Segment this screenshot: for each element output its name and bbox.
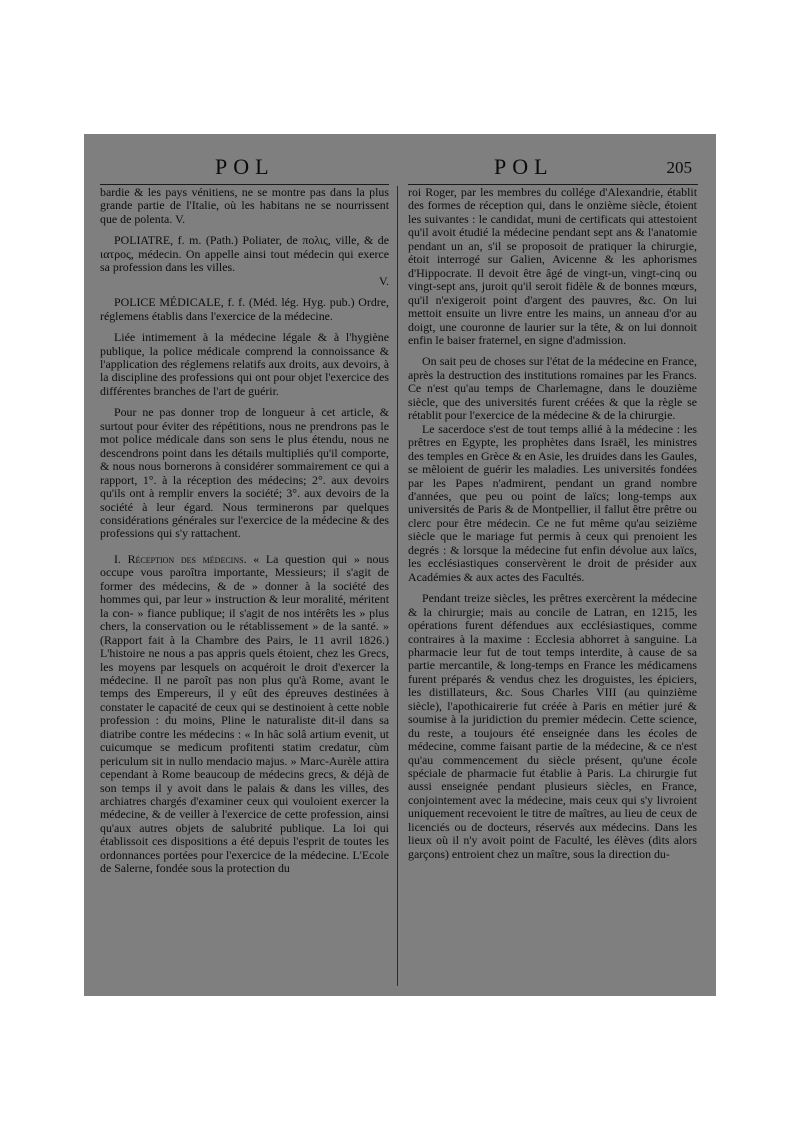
paragraph: bardie & les pays vénitiens, ne se montre pas dans la plus grande partie de l'Italie, où les habitans ne se nourrissent que de polenta. V. xyxy=(100,185,389,226)
entry-headword: POLICE MÉDICALE, xyxy=(114,295,224,310)
page-header xyxy=(84,154,716,180)
paragraph: Le sacerdoce s'est de tout temps allié à la médecine : les prêtres en Egypte, les prophètes dans Israël, les ministres des temples en Grèce & en Asie, les druides dans les Gaules, se mêloient de guérir les maladies. Les universités fondées par les Papes n'admirent, pendant un grand nombre d'années, que peu ou point de laïcs; long-temps aux universités de Paris & de Montpellier, il fallut être prêtre ou clerc pour être médecin. Ce ne fut même qu'au seizième siècle que le mariage fut permis à ceux qui prenoient les degrés : & lorsque la médecine fut enfin dévolue aux laïcs, les ecclésiastiques conservèrent le droit de présider aux Académies & aux actes des Facultés. xyxy=(408,421,697,584)
column-divider xyxy=(397,186,398,986)
right-column xyxy=(408,186,697,861)
entry-poliatre xyxy=(100,234,389,274)
scanned-page xyxy=(84,134,716,996)
section-text: « La question qui » nous occupe vous paroîtra importante, Messieurs; il s'agit de former des médecins, & de » donner à la société des hommes qui, par leur » instruction & leur moralité, méritent la con- » fiance publique; il s'agit de nos intérêts les » plus chers, la conservation ou le rétablissement » de la santé. » (Rapport fait à la Chambre des Pairs, le 11 avril 1826.) L'histoire ne nous a pas appris quels étoient, chez les Grecs, les moyens par lesquels on acquéroit le droit d'exercer la médecine. Il ne paroît pas non plus qu'à Rome, avant le temps des Empereurs, il y eût des épreuves destinées à constater le capacité de ceux qui se destinoient à cette noble profession : du moins, Pline le naturaliste dit-il dans sa diatribe contre les médecins : « In hâc solâ artium evenit, ut cuicumque se medicum profitenti statim credatur, cùm periculum sit in nullo mendacio majus. » Marc-Aurèle attira cependant à Rome beaucoup de médecins grecs, & déjà de son temps il y avoit dans le palais & dans les villes, des archiatres chargés d'examiner ceux qui vouloient exercer la médecine, & de veiller à l'exercice de cette profession, ainsi qu'aux autres objets de salubrité publique. La loi qui établissoit ces dispositions a été depuis l'esprit de toutes les ordonnances portées pour l'exercice de la médecine. L'Ecole de Salerne, fondée sous la protection du xyxy=(100,551,390,876)
left-column xyxy=(100,186,389,876)
left-running-title: POL xyxy=(215,154,275,179)
entry-headword: POLIATRE, xyxy=(114,233,174,248)
section-heading: I. Réception des médecins. xyxy=(114,551,247,566)
paragraph: Pour ne pas donner trop de longueur à cet article, & surtout pour éviter des répétitions, nous ne prendrons pas le mot police médicale dans son sens le plus étendu, nous ne descendrons point dans les détails multipliés qu'il comporte, & nous nous bornerons à considérer sommairement ce qui a rapport, 1°. à la réception des médecins; 2°. aux devoirs qu'ils ont à remplir envers la société; 3°. aux devoirs de la société à leur égard. Nous terminerons par quelques considérations générales sur l'exercice de la médecine & des professions qui s'y rattachent. xyxy=(100,405,389,541)
section-paragraph xyxy=(100,553,389,876)
paragraph: On sait peu de choses sur l'état de la médecine en France, après la destruction des institutions romaines par les Francs. Ce n'est qu'au temps de Charlemagne, dans le douzième siècle, que des universités furent créées & que la règle se rétablit pour l'exercice de la médecine & de la chirurgie. xyxy=(408,354,697,423)
entry-police-medicale xyxy=(100,296,389,323)
paragraph: Pendant treize siècles, les prêtres exercèrent la médecine & la chirurgie; mais au concile de Latran, en 1215, les opérations furent défendues aux ecclésiastiques, comme contraires à la maxime : Ecclesia abhorret à sanguine. La pharmacie leur fut de tout temps interdite, à cause de sa partie mercantile, & long-temps en France les médicamens furent préparés & vendus chez les droguistes, les épiciers, les distillateurs, &c. Sous Charles VIII (au quinzième siècle), l'apothicairerie fut créée à Paris en métier juré & soumise à la juridiction du premier médecin. Cette science, du reste, a toujours été enseignée dans les écoles de médecine, comme faisant partie de la médecine, & ce n'est qu'au commencement du siècle présent, qu'une école spéciale de pharmacie fut établie à Paris. La chirurgie fut aussi enseignée pendant plusieurs siècles, en France, conjointement avec la médecine, mais ceux qui s'y livroient uniquement recevoient le titre de maîtres, au lieu de ceux de licenciés ou de docteurs, réservés aux médecins. Dans les lieux où il n'y avoit point de Faculté, les élèves (dits alors garçons) entroient chez un maître, sous la direction du- xyxy=(408,591,697,861)
paragraph: roi Roger, par les membres du collége d'Alexandrie, établit des formes de réception qui, dans le onzième siècle, étoient les suivantes : le candidat, muni de certificats qui attestoient qu'il avoit étudié la médecine pendant sept ans & l'anatomie pendant un an, s'il se proposoit de pratiquer la chirurgie, étoit interrogé sur Galien, Avicenne & les aphorismes d'Hippocrate. Il devoit être âgé de vingt-un, vingt-cinq ou vingt-sept ans, juroit qu'il seroit fidèle & de bonnes mœurs, qu'il n'exigeroit point d'argent des pauvres, &c. On lui mettoit ensuite un livre entre les mains, un anneau d'or au doigt, une couronne de laurier sur la tête, & on lui donnoit enfin le baiser fraternel, en signe d'admission. xyxy=(408,185,697,347)
entry-text: f. m. (Path.) Poliater, de πολις, ville, & de ιατρος, médecin. On appelle ainsi tout médecin qui exerce sa profession dans les villes. xyxy=(100,233,389,275)
page-number: 205 xyxy=(666,158,692,177)
author-signature: V. xyxy=(378,273,389,288)
paragraph: Liée intimement à la médecine légale & à l'hygiène publique, la police médicale comprend la connoissance & l'application des réglemens relatifs aux droits, aux devoirs, à la discipline des professions qui ont pour objet l'exercice des différentes branches de l'art de guérir. xyxy=(100,330,389,398)
entry-text: f. f. (Méd. lég. Hyg. pub.) Ordre, réglemens établis dans l'exercice de la médecine. xyxy=(100,295,389,323)
right-running-title: POL xyxy=(494,154,554,179)
